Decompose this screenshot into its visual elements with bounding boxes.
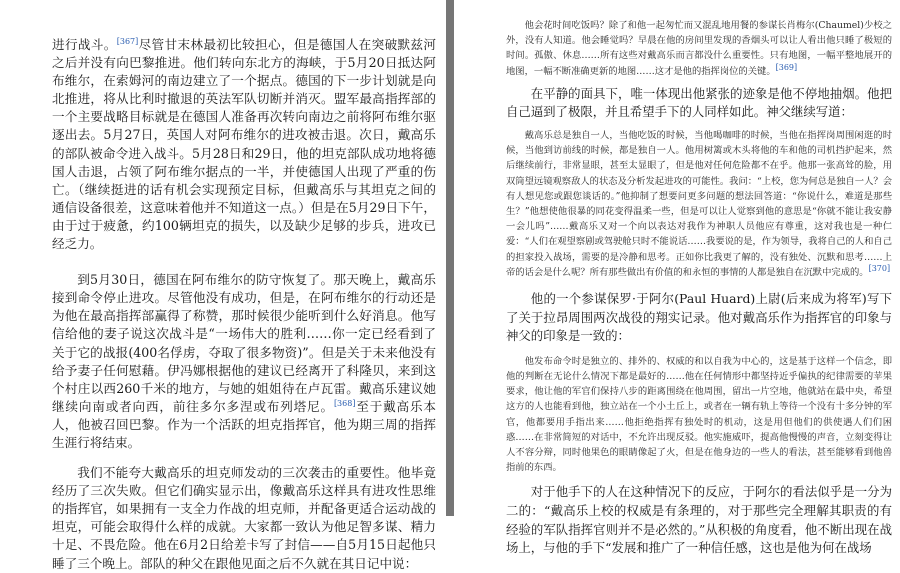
footnote-ref-link[interactable]: [370] [868, 263, 891, 273]
left-page [0, 0, 446, 571]
paragraph-gap [506, 475, 892, 483]
paragraph-gap [52, 253, 436, 271]
paragraph-gap [52, 452, 436, 464]
right-paragraph-3: 对于他手下的人在这种情况下的反应，于阿尔的看法似乎是一分为二的：“戴高乐上校的权威是有条理的，对于那些完全理解其职责的有经验的军队指挥官则并不是必然的。”从积极的角度看，他不断出现在战场上，与他的手下“发展和推广了一种信任感，这也是他为何在战场 [506, 484, 892, 556]
footnote-ref-link[interactable]: [369] [775, 62, 798, 72]
text-run: 戴高乐总是独自一人，当他吃饭的时候，当他喝咖啡的时候，当他在指挥岗周围闲逛的时候，当他到访前线的时候，都是独自一人。他用树篱或木头将他的车和他的司机挡护起来，然后继续前行，非常显眼，甚至太显眼了，但是他对任何危险都不在乎。他那一张高耸的脸，用双筒望远镜观察敌人的状态及分析发起进攻的可能性。我问：“上校，您为何总是独自一人？会有人想见您或跟您谈话的。”他抑制了想要问更多问题的想法回答道：“你说什么，难道是那些生？”他想使他很暴的同花变得温柔一些，但是可以让人觉察到他的意思是“你就不能让我安静一会儿吗”……戴高乐又对一个向以表达对我作为神职人员他应有尊重，这对我也是一种仁爱：“人们在观望察剧或驾驶舱只时不能说话……我要说的是，作为领导，我将自己的人和自己的担家投入战场，需要的是冷静和思考。正如你比我更了解的，没有独处、沉默和思考……上帝的话会是什么呢？所有那些做出有价值的和永恒的事情的人都是独自在沉默中完成的。 [506, 130, 892, 278]
text-run: 至于戴高乐本人，他被召回巴黎。作为一个活跃的坦克指挥官，他为期三周的指挥生涯行将结束。 [52, 398, 437, 450]
block-quote-2 [506, 128, 892, 280]
left-paragraph-2 [52, 271, 436, 452]
right-paragraph-2: 他的一个参谋保罗·于阿尔(Paul Huard)上尉(后来成为将军)写下了关于拉昂周围两次战役的翔实记录。他对戴高乐作为指挥官的印象与神父的印象是一致的： [506, 291, 892, 344]
right-page [454, 0, 900, 556]
paragraph-gap [506, 280, 892, 290]
left-paragraph-1 [52, 36, 436, 253]
text-run: 到5月30日，德国在阿布维尔的防守恢复了。那天晚上，戴高乐接到命令停止进攻。尽管他没有成功，但是，在阿布维尔的行动还是为他在最高指挥部赢得了称赞，那时候很少能听到什么好消息。他写信给他的妻子说这次战斗是“一场伟大的胜利……你一定已经看到了关于它的战报(400名俘虏，夺取了很多物资)”。但是关于未来他没有给予妻子任何慰藉。伊冯娜根据他的建议已经离开了科隆贝，来到这个村庄以西260千米的地方，与她的姐姐待在卢瓦雷。戴高乐建议她继续向南或者向西，前往多尔多涅或布列塔尼。 [52, 272, 436, 414]
paragraph-gap [506, 346, 892, 354]
text-run: 他会花时间吃饭吗？除了和他一起匆忙而又混乱地用餐的参谋长肖梅尔(Chaumel)少校之外，没有人知道。他会睡觉吗？早晨在他的房间里发现的香烟头可以让人看出他只睡了极短的时间。孤傲、休息……所有这些对戴高乐而言都没什么重要性。只有地图，一幅平整地展开的地图，一幅不断准确更新的地图……这才是他的指挥岗位的关键。 [506, 20, 892, 77]
text-run: 尽管甘末林最初比较担心，但是德国人在突破默兹河之后并没有向巴黎推进。他们转向东北方的海峡，于5月20日抵达阿布维尔，在索姆河的南边建立了一个据点。德国的下一步计划就是向北推进，将从比利时撤退的英法军队切断并消灭。盟军最高指挥部的一个主要战略目标就是在德国人准备再次转向南边之前将阿布维尔驱逐出去。5月27日，英国人对阿布维尔的进攻被击退。次日，戴高乐的部队被命令进入战斗。5月28日和29日，他的坦克部队成功地将德国人击退，占领了阿布维尔据点的一半，并使德国人出现了严重的伤亡。（继续挺进的话有机会实现预定目标，但戴高乐与其坦克之间的通信设备很差，这意味着他并不知道这一点。）但是在5月29日下午，由于过于疲惫，约100辆坦克的损失，以及缺少足够的步兵，进攻已经乏力。 [52, 37, 437, 252]
footnote-ref-link[interactable]: [368] [333, 398, 356, 408]
right-paragraph-1: 在平静的面具下，唯一体现出他紧张的迹象是他不停地抽烟。他把自己逼到了极限，并且希望手下的人同样如此。神父继续写道： [506, 85, 892, 120]
footnote-ref-link[interactable]: [367] [116, 36, 139, 46]
text-run: 进行战斗。 [52, 37, 117, 52]
block-quote-3: 他发布命令时是独立的、排外的、权威的和以自我为中心的，这是基于这样一个信念，即他的判断在无论什么情况下都是最好的……他在任何情形中都坚持近乎偏执的纪律需要的苹果要求，他让他的军官们保持八步的距离围绕在他周围，留出一片空地，他就站在最中央，希望这方的人也能看到他，独立站在一个小土丘上，或者在一辆有轨上等待一个没有十多分钟的军官，他都要用手指出来……他拒绝指挥有独处时的机动，这是用但他们的供使遇人们们困惑……在非常简短的对话中，不允许出现反驳。他实施威吓，提高他慢慢的声音，立刻变得让人不容分辩，同时他果色的眼睛像起了火，但是在他身边的一些人的看法，甚至能够看到他兽指前的东西。 [506, 355, 892, 474]
left-paragraph-3: 我们不能夸大戴高乐的坦克师发动的三次袭击的重要性。他毕竟经历了三次失败。但它们确实显示出，像戴高乐这样具有进攻性思维的指挥官，如果拥有一支全力作战的坦克师，并配备更适合运动战的坦克，可能会取得什么样的成就。大家都一致认为他足智多谋、精力十足、不畏危险。他在6月2日给差卡写了封信——自5月15日起他只睡了三个晚上。部队的种父在跟他见面之后不久就在其日记中说： [52, 465, 436, 571]
page-divider [446, 0, 454, 516]
block-quote-1 [506, 18, 892, 79]
